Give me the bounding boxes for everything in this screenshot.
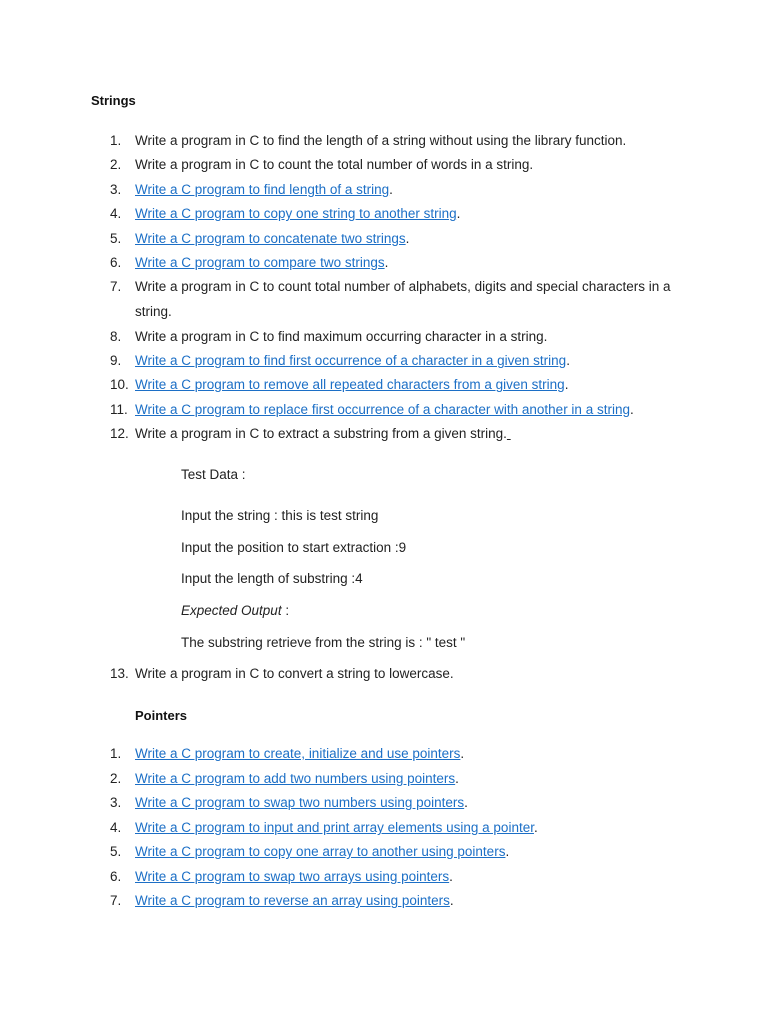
link-string-length[interactable]: Write a C program to find length of a string	[135, 182, 390, 197]
link-remove-repeated[interactable]: Write a C program to remove all repeated characters from a given string	[135, 377, 565, 392]
list-item	[110, 275, 700, 324]
link-reverse-array-pointers[interactable]: Write a C program to reverse an array using pointers	[135, 893, 450, 908]
test-input-position: Input the position to start extraction :9	[181, 540, 407, 555]
list-item: 1. Write a C program to create, initialize and use pointers.	[110, 742, 700, 767]
list-item	[110, 422, 700, 447]
list-item	[110, 325, 700, 350]
list-number: 1.	[110, 133, 122, 148]
list-number: 10.	[110, 377, 129, 392]
list-number: 11.	[110, 402, 128, 417]
list-text: Write a program in C to find the length of a string without using the library function.	[135, 133, 627, 148]
list-item	[110, 153, 700, 178]
list-item: 9. Write a C program to find first occurrence of a character in a given string.	[110, 349, 700, 374]
link-add-numbers-pointers[interactable]: Write a C program to add two numbers using pointers	[135, 771, 456, 786]
expected-output-label: Expected Output	[181, 603, 282, 618]
list-item: 4. Write a C program to input and print array elements using a pointer.	[110, 816, 700, 841]
expected-output-line	[181, 603, 289, 618]
list-number: 5.	[110, 844, 122, 859]
link-copy-array-pointers[interactable]: Write a C program to copy one array to another using pointers	[135, 844, 506, 859]
link-compare-strings[interactable]: Write a C program to compare two strings	[135, 255, 385, 270]
list-number: 7.	[110, 279, 122, 294]
list-number: 5.	[110, 231, 122, 246]
list-number: 1.	[110, 746, 122, 761]
list-number: 13.	[110, 666, 129, 681]
list-item: 3. Write a C program to find length of a string.	[110, 178, 700, 203]
list-item: 5. Write a C program to concatenate two strings.	[110, 227, 700, 252]
list-number: 6.	[110, 255, 122, 270]
pointers-heading: Pointers	[135, 708, 188, 723]
test-data-label: Test Data :	[181, 467, 246, 482]
list-number: 3.	[110, 795, 122, 810]
link-concatenate-strings[interactable]: Write a C program to concatenate two strings	[135, 231, 406, 246]
link-create-pointers[interactable]: Write a C program to create, initialize and use pointers	[135, 746, 461, 761]
list-number: 4.	[110, 820, 122, 835]
test-input-length: Input the length of substring :4	[181, 571, 363, 586]
list-text: Write a program in C to convert a string to lowercase.	[135, 666, 454, 681]
list-item: 11. Write a C program to replace first occurrence of a character with another in a string.	[110, 398, 700, 423]
list-item: 6. Write a C program to swap two arrays using pointers.	[110, 865, 700, 890]
link-array-elements-pointer[interactable]: Write a C program to input and print array elements using a pointer	[135, 820, 534, 835]
link-copy-string[interactable]: Write a C program to copy one string to another string	[135, 206, 457, 221]
link-swap-arrays-pointers[interactable]: Write a C program to swap two arrays using pointers	[135, 869, 450, 884]
list-number: 12.	[110, 426, 129, 441]
strings-heading: Strings	[91, 93, 136, 108]
list-text: Write a program in C to extract a substring from a given string.	[135, 426, 507, 441]
link-swap-numbers-pointers[interactable]: Write a C program to swap two numbers using pointers	[135, 795, 465, 810]
test-input-string: Input the string : this is test string	[181, 508, 379, 523]
list-item: 3. Write a C program to swap two numbers using pointers.	[110, 791, 700, 816]
list-item: 2. Write a C program to add two numbers using pointers.	[110, 767, 700, 792]
list-number: 3.	[110, 182, 122, 197]
list-number: 7.	[110, 893, 122, 908]
list-text: Write a program in C to find maximum occurring character in a string.	[135, 329, 548, 344]
list-item: 6. Write a C program to compare two strings.	[110, 251, 700, 276]
list-item: 4. Write a C program to copy one string to another string.	[110, 202, 700, 227]
list-item: 5. Write a C program to copy one array to another using pointers.	[110, 840, 700, 865]
list-item: 10. Write a C program to remove all repeated characters from a given string.	[110, 373, 700, 398]
list-number: 2.	[110, 157, 122, 172]
list-number: 9.	[110, 353, 122, 368]
list-number: 8.	[110, 329, 122, 344]
list-item	[110, 662, 700, 687]
expected-output-value: The substring retrieve from the string is : " test "	[181, 635, 466, 650]
list-number: 4.	[110, 206, 122, 221]
list-number: 2.	[110, 771, 122, 786]
link-first-occurrence[interactable]: Write a C program to find first occurrence of a character in a given string	[135, 353, 567, 368]
expected-output-suffix: :	[281, 603, 290, 618]
list-item	[110, 129, 700, 154]
list-text: Write a program in C to count the total number of words in a string.	[135, 157, 534, 172]
list-item: 7. Write a C program to reverse an array using pointers.	[110, 889, 700, 914]
list-number: 6.	[110, 869, 122, 884]
link-replace-occurrence[interactable]: Write a C program to replace first occurrence of a character with another in a string	[135, 402, 630, 417]
list-text: Write a program in C to count total number of alphabets, digits and special characters in a string.	[135, 279, 671, 319]
